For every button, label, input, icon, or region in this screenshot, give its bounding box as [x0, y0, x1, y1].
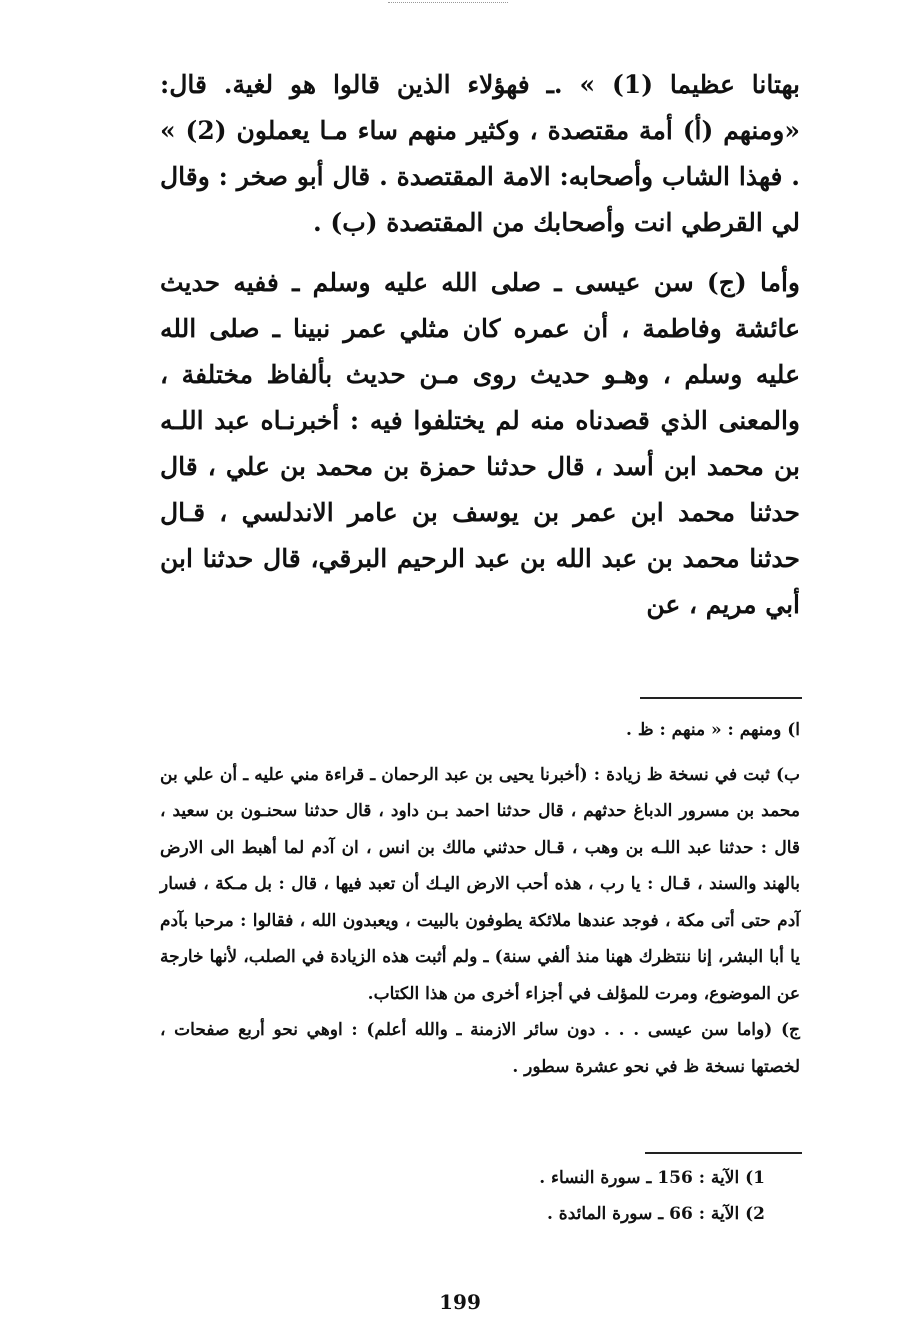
verse-ref-1: 1) الآية : 156 ـ سورة النساء . — [539, 1168, 765, 1188]
note-a: ا) ومنهم : « منهم : ظ . — [626, 720, 800, 740]
footnote-separator-2 — [645, 1152, 802, 1154]
note-b: ب) ثبت في نسخة ظ زيادة : (أخبرنا يحيى بن عبد الرحمان ـ قراءة مني عليه ـ أن علي بن محمد بن مسرور الدباغ حدثهم ، قال حدثنا احمد بـن داود ، قال حدثنا سحنـون بن سعيد ، قال : حدثنا عبد اللـه بن وهب ، قـال حدثني مالك بن انس ، ان آدم لما أهبط الى الارض بالهند والسند ، قـال : يا رب ، هذه أحب الارض اليـك أن تعبد فيها ، قال : بل مـكة ، فسار آدم حتى أتى مكة ، فوجد عندها ملائكة يطوفون بالبيت ، ويعبدون الله ، فقالوا : مرحبا بآدم يا أبا البشر، إنا ننتظرك ههنا منذ ألفي سنة) ـ ولم أثبت هذه الزيادة في الصلب، لأنها خارجة عن الموضوع، ومرت للمؤلف في أجزاء أخرى من هذا الكتاب. — [160, 764, 800, 1004]
verse-ref-2: 2) الآية : 66 ـ سورة المائدة . — [546, 1204, 765, 1224]
top-margin-mark — [388, 2, 508, 3]
paragraph-2: وأما (ج) سن عيسى ـ صلى الله عليه وسلم ـ ففيه حديث عائشة وفاطمة ، أن عمره كان مثلي عمر نبينا ـ صلى الله عليه وسلم ، وهـو حديث روى مـن حديث بألفاظ مختلفة ، والمعنى الذي قصدناه منه لم يختلفوا فيه : أخبرنـاه عبد اللـه بن محمد ابن أسد ، قال حدثنا حمزة بن محمد بن علي ، قال حدثنا محمد ابن عمر بن يوسف بن عامر الاندلسي ، قـال حدثنا محمد بن عبد الله بن عبد الرحيم البرقي، قال حدثنا ابن أبي مريم ، عن — [160, 268, 800, 619]
main-text — [160, 62, 800, 628]
verse-references — [160, 1160, 765, 1232]
footnote-separator-1 — [640, 697, 802, 699]
editor-notes — [160, 712, 800, 1085]
paragraph-1: بهتانا عظيما (1) » .ـ فهؤلاء الذين قالوا هو لغية. قال: «ومنهم (أ) أمة مقتصدة ، وكثير منهم ساء مـا يعملون (2) » . فهذا الشاب وأصحابه: الامة المقتصدة . قال أبو صخر : وقال لي القرطي انت وأصحابك من المقتصدة (ب) . — [160, 70, 800, 237]
note-j: ج) (واما سن عيسى . . . دون سائر الازمنة ـ والله أعلم) : اوهي نحو أربع صفحات ، لخصتها نسخة ظ في نحو عشرة سطور . — [160, 1020, 800, 1077]
page-number: 199 — [439, 1290, 481, 1314]
